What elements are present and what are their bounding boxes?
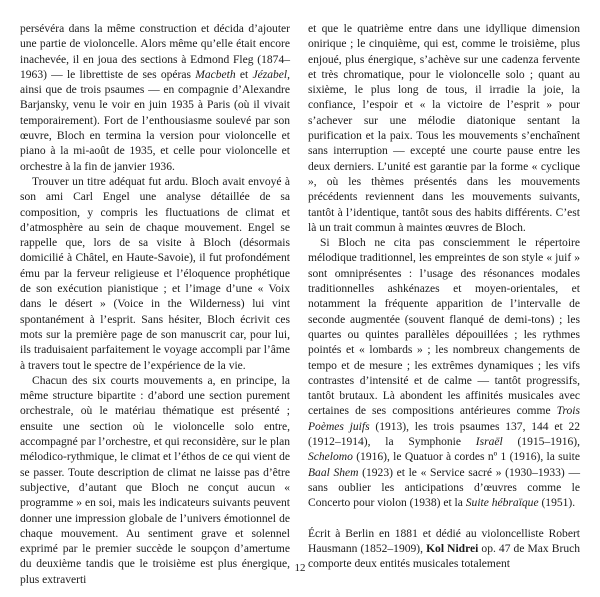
text-run: (1916), le Quatuor à cordes nº 1 (1916), la suite (352, 451, 580, 464)
text-run: , ainsi que de trois psaumes — en compagnie d’Alexandre Barjansky, venu le voir en juin 1935 à Paris (où il vivait temporairement). Fort de l’enthousiasme soulevé par son œuvre, Bloch en termina la version pour violoncelle et piano à la mi-août de 1935, et celle pour violoncelle et orchestre à la fin de janvier 1936. (20, 68, 290, 173)
paragraph-gap (308, 512, 580, 527)
paragraph-titre: Trouver un titre adéquat fut ardu. Bloch avait envoyé à son ami Carl Engel une analyse détaillée de sa composition, y compris les fluctuations de climat et d’atmosphère au sein de chaque mouvement. Engel se rappelle que, lors de sa visite à Bloch (désormais domicilié à Châtel, en Haute-Savoie), il fut profondément ému par la ferveur religieuse et l’éloquence prophétique de son exécution pianistique ; et l’image d’une « Voix dans le désert » (Voice in the Wilderness) lui vint spontanément à l’esprit. Sans hésiter, Bloch écrivit ces mots sur la première page de son manuscrit car, pour lui, ils traduisaient parfaitement le voyage accompli par l’âme à travers tout le spectre de l’expérience de la vie. (20, 175, 290, 372)
text-run: (1915–1916), (502, 436, 580, 449)
title-kol-nidrei: Kol Nidrei (426, 542, 479, 555)
text-run: Écrit à Berlin en 1881 et dédié au violoncelliste Robert Hausmann (1852–1909), (308, 527, 580, 555)
title-schelomo: Schelomo (308, 451, 353, 464)
left-column (20, 22, 290, 588)
title-israel: Israël (475, 436, 503, 449)
paragraph-mouvements: Chacun des six courts mouvements a, en principe, la même structure bipartite : d’abord une section purement orchestrale, où le matériau thématique est présenté ; ensuite une section où le violoncelle solo entre, accompagné par l’orchestre, et qui reconsidère, sur le plan mélodico-rythmique, le climat et l’éthos de ce qui vient de se passer. Toute description de climat ne laisse pas d’être subjective, d’autant que Bloch ne conçut aucun « programme » en soi, mais les indicateurs suivants peuvent donner une impression globale de l’univers émotionnel de chaque mouvement. Au sentiment grave et solennel exprimé par le premier succède le soupçon d’amertume du deuxième tandis que le troisième est plus énergique, plus extraverti (20, 374, 290, 586)
title-suite-hebraique: Suite hébraïque (465, 497, 539, 510)
text-run: et (235, 68, 253, 81)
text-run: (1951). (538, 497, 576, 510)
paragraph-quatrieme: et que le quatrième entre dans une idyllique dimension onirique ; le cinquième, qui est, comme le troisième, plus enjoué, plus énergique, s’achève sur une cadenza fervente et très chromatique, pour le violoncelle solo ; quant au sixième, le plus long de tous, il irradie la joie, la confiance, l’espoir et « la victoire de l’esprit » pour s’achever sur une mélodie diatonique sentant la purification et la paix. Tous les mouvements s’enchaînent sans interruption — excepté une courte pause entre les deux derniers. L’unité est garantie par la forme « cyclique », où les thèmes présentés dans les mouvements précédents reviennent dans les mouvements suivants, tantôt à l’identique, tantôt sous des habits différents. C’est là un trait commun à maintes œuvres de Bloch. (308, 23, 580, 234)
title-baal-shem: Baal Shem (308, 466, 359, 479)
title-trois-poemes-juifs: Trois Poèmes juifs (308, 405, 580, 433)
right-column (308, 22, 580, 572)
title-macbeth: Macbeth (195, 68, 236, 81)
page-number: 12 (294, 562, 306, 574)
text-run: op. 47 de Max Bruch comporte deux entités musicales totalement (308, 542, 580, 571)
text-run: Si Bloch ne cita pas consciemment le répertoire mélodique traditionnel, les empreintes de son style « juif » sont omniprésentes : l’usage des résonances modales traditionnelles ashkénazes et moyen-orientales, et notamment la fréquente apparition de l’intervalle de seconde augmentée (souvent flanqué de demi-tons) ; les quartes ou quintes parallèles dépouillées ; les rythmes pointés et « lombards » ; les nombreux changements de tempo et de mesure ; les extrêmes dynamiques ; les vifs contrastes d’intensité et de calme — tantôt progressifs, tantôt brutaux. Là abondent les affinités musicales avec certaines de ses compositions antérieures comme (308, 237, 580, 418)
paragraph-fleg (20, 22, 290, 175)
text-run: persévéra dans la même construction et décida d’ajouter une partie de violoncelle. Alors même qu’elle était encore inachevée, il en joua des sections à Edmond Fleg (1874–1963) — le librettiste de ses opéras (20, 23, 290, 81)
text-run: (1923) et le « Service sacré » (1930–1933) — sans oublier les anticipations d’œuvres comme le Concerto pour violon (1938) et la (308, 466, 580, 510)
title-jezabel: Jézabel (252, 68, 288, 81)
text-run: (1913), les trois psaumes 137, 144 et 22 (1912–1914), la Symphonie (308, 420, 580, 449)
paragraph-style-juif (308, 236, 580, 511)
